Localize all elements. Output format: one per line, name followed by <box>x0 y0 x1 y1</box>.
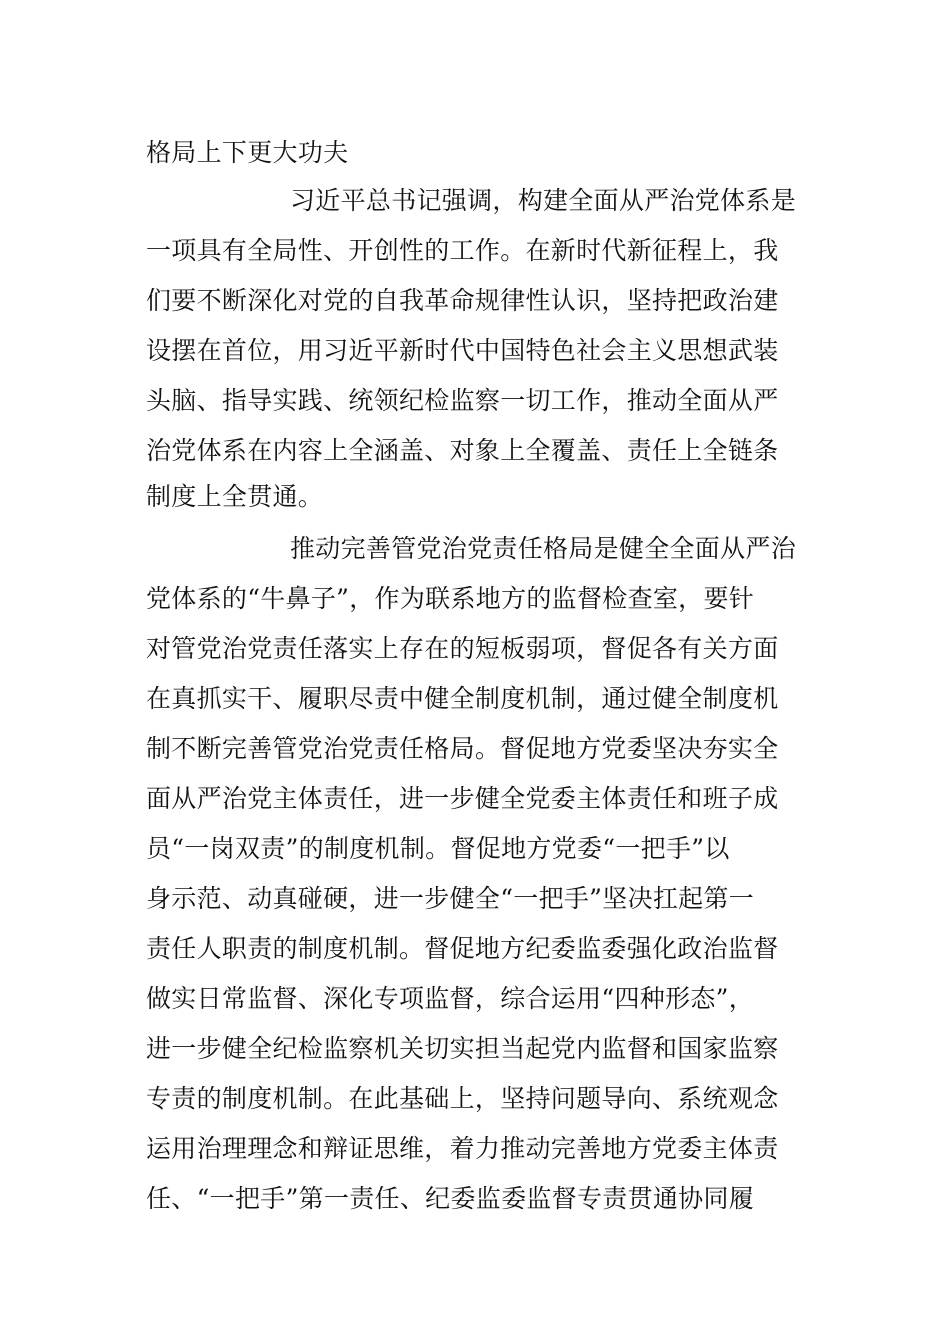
paragraph-1-line-4: 设摆在首位，用习近平新时代中国特色社会主义思想武装 <box>146 336 779 365</box>
paragraph-2-line-14: 任、“一把手”第一责任、纪委监委监督专责贯通协同履 <box>146 1184 755 1213</box>
paragraph-1-line-5: 头脑、指导实践、统领纪检监察一切工作，推动全面从严 <box>146 386 779 415</box>
paragraph-2-line-12: 专责的制度机制。在此基础上，坚持问题导向、系统观念 <box>146 1084 779 1113</box>
paragraph-2-line-5: 制不断完善管党治党责任格局。督促地方党委坚决夯实全 <box>146 734 779 763</box>
paragraph-2-line-13: 运用治理理念和辩证思维，着力推动完善地方党委主体责 <box>146 1134 779 1163</box>
paragraph-2-line-11: 进一步健全纪检监察机关切实担当起党内监督和国家监察 <box>146 1034 779 1063</box>
paragraph-2-line-3: 对管党治党责任落实上存在的短板弱项，督促各有关方面 <box>146 634 779 663</box>
paragraph-2-line-1: 推动完善管党治党责任格局是健全全面从严治 <box>290 534 797 563</box>
paragraph-1-line-3: 们要不断深化对党的自我革命规律性认识，坚持把政治建 <box>146 286 779 315</box>
paragraph-1-line-6: 治党体系在内容上全涵盖、对象上全覆盖、责任上全链条 <box>146 436 779 465</box>
paragraph-1-line-1: 习近平总书记强调，构建全面从严治党体系是 <box>290 186 797 215</box>
paragraph-2-line-7: 员“一岗双责”的制度机制。督促地方党委“一把手”以 <box>146 834 730 863</box>
heading-line: 格局上下更大功夫 <box>146 138 349 167</box>
paragraph-2-line-9: 责任人职责的制度机制。督促地方纪委监委强化政治监督 <box>146 934 779 963</box>
paragraph-2-line-10: 做实日常监督、深化专项监督，综合运用“四种形态”， <box>146 984 755 1013</box>
paragraph-1-line-2: 一项具有全局性、开创性的工作。在新时代新征程上，我 <box>146 236 779 265</box>
paragraph-2-line-2: 党体系的“牛鼻子”，作为联系地方的监督检查室，要针 <box>146 584 755 613</box>
paragraph-1-line-7: 制度上全贯通。 <box>146 482 324 511</box>
paragraph-2-line-6: 面从严治党主体责任，进一步健全党委主体责任和班子成 <box>146 784 779 813</box>
paragraph-2-line-8: 身示范、动真碰硬，进一步健全“一把手”坚决扛起第一 <box>146 884 755 913</box>
paragraph-2-line-4: 在真抓实干、履职尽责中健全制度机制，通过健全制度机 <box>146 684 779 713</box>
